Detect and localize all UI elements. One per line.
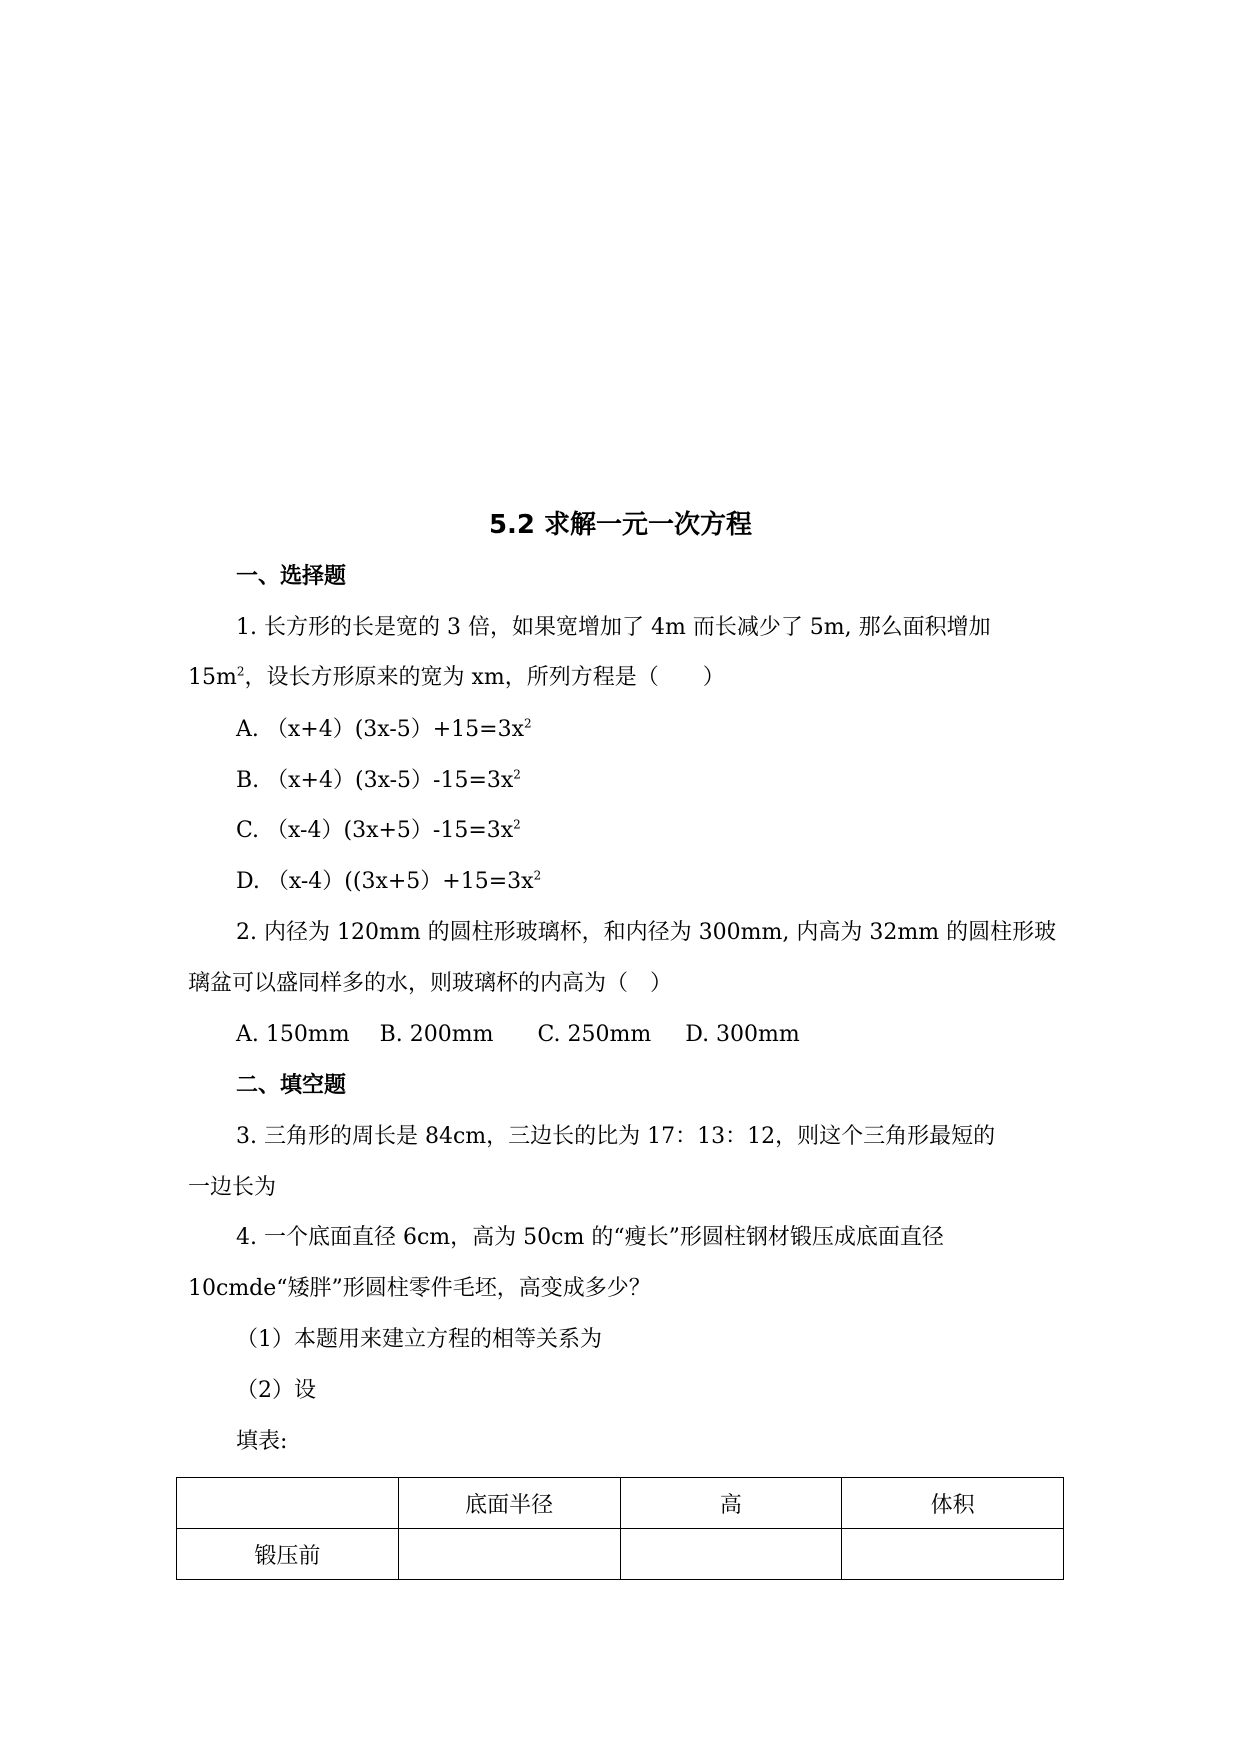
option-c: C. 250mm <box>537 1022 652 1047</box>
table-header-cell: 高 <box>620 1478 842 1529</box>
table-cell[interactable] <box>842 1529 1064 1580</box>
option-c: C. $(x-4)(3x+5)-15=3x^2$ <box>236 817 521 843</box>
table-cell[interactable] <box>398 1529 620 1580</box>
table-row <box>177 1529 1064 1580</box>
question-4-line-1: 4. 一个底面直径 6cm，高为 50cm 的“瘦长”形圆柱钢材锻压成底面直径 <box>236 1225 944 1250</box>
section-heading-choice: 一、选择题 <box>236 564 347 589</box>
question-2-line-1: 2. 内径为 120mm 的圆柱形玻璃杯，和内径为 300mm, 内高为 32mm 的圆柱形玻 <box>236 920 1057 945</box>
fill-table-label: 填表: <box>236 1429 288 1454</box>
question-2-line-2: 璃盆可以盛同样多的水，则玻璃杯的内高为（ ） <box>188 971 673 996</box>
question-4-sub-2: （2）设 <box>236 1378 316 1403</box>
page-title: 5.2 求解一元一次方程 <box>488 510 753 540</box>
section-heading-fill: 二、填空题 <box>236 1073 347 1098</box>
option-d: D. 300mm <box>685 1022 800 1047</box>
option-d: D. $(x-4)((3x+5)+15=3x^2$ <box>236 868 542 894</box>
option-b: B. 200mm <box>379 1022 494 1047</box>
question-1-line-2-rest: ，设长方形原来的宽为 xm，所列方程是（ ） <box>244 665 725 690</box>
option-a: A. $(x+4)(3x-5)+15=3x^2$ <box>236 716 532 742</box>
table-cell[interactable] <box>620 1529 842 1580</box>
question-1-line-1: 1. 长方形的长是宽的 3 倍，如果宽增加了 4m 而长减少了 5m, 那么面积增加 <box>236 615 991 640</box>
table-header-row <box>177 1478 1064 1529</box>
option-b: B. $(x+4)(3x-5)-15=3x^2$ <box>236 767 521 793</box>
table-cell: 锻压前 <box>177 1529 399 1580</box>
question-2-options <box>236 1020 800 1050</box>
question-3-line-1: 3. 三角形的周长是 84cm，三边长的比为 17：13：12，则这个三角形最短的 <box>236 1124 996 1149</box>
fill-table <box>176 1477 1064 1580</box>
question-4-sub-1: （1）本题用来建立方程的相等关系为 <box>236 1327 602 1352</box>
area-exponent: 2 <box>236 664 245 679</box>
table-header-cell: 底面半径 <box>398 1478 620 1529</box>
table-header-cell <box>177 1478 399 1529</box>
area-value: 15m <box>188 665 237 690</box>
question-4-line-2: 10cmde“矮胖”形圆柱零件毛坯，高变成多少？ <box>188 1276 651 1301</box>
table-header-cell: 体积 <box>842 1478 1064 1529</box>
question-3-line-2: 一边长为 <box>188 1175 277 1200</box>
option-a: A. 150mm <box>236 1022 350 1047</box>
question-1-line-2 <box>188 663 725 693</box>
